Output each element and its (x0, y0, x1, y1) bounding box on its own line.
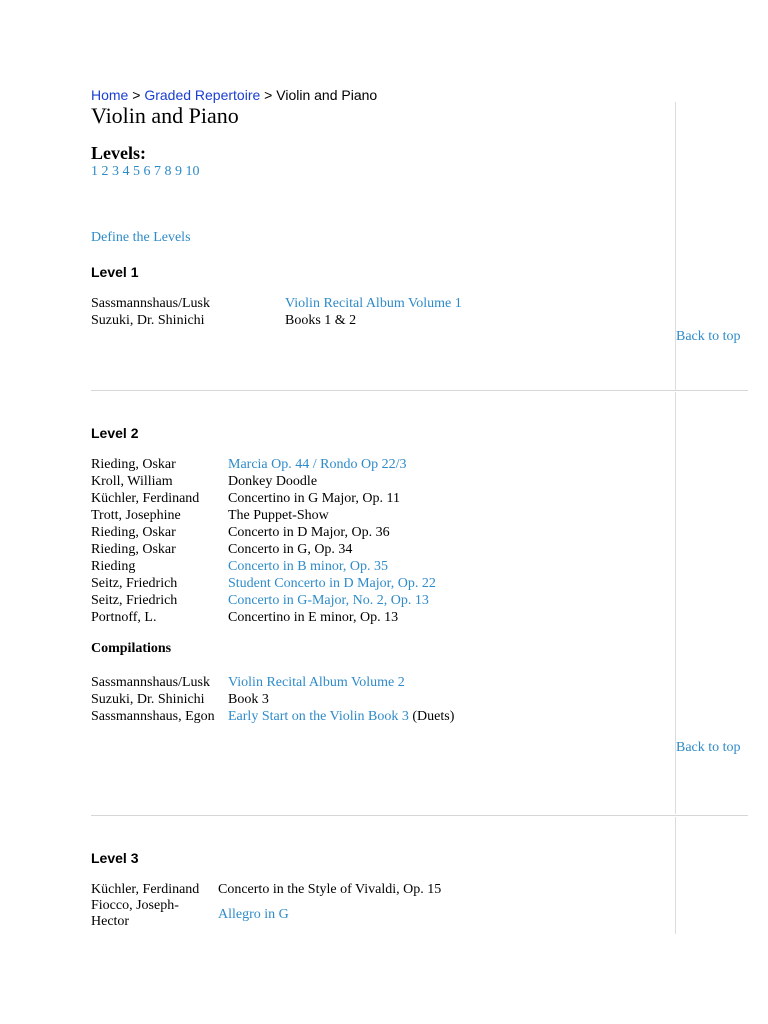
level-2-link[interactable]: 2 (101, 164, 109, 179)
work-cell (228, 473, 317, 490)
work-link[interactable]: Concerto in B minor, Op. 35 (228, 559, 389, 574)
right-column-divider (675, 817, 676, 934)
levels-heading: Levels: (91, 143, 146, 163)
composer-name: Rieding, Oskar (91, 525, 176, 540)
work-link[interactable]: Early Start on the Violin Book 3 (228, 709, 409, 724)
composer-name: Sassmannshaus, Egon (91, 709, 215, 724)
define-levels-link[interactable]: Define the Levels (91, 230, 191, 245)
work-cell (228, 674, 405, 691)
work-cell (228, 609, 398, 626)
section-divider (91, 390, 748, 391)
level-5-link[interactable]: 5 (133, 164, 140, 179)
breadcrumb-home-link[interactable]: Home (91, 87, 129, 103)
work-cell (228, 708, 454, 725)
work-link[interactable]: Violin Recital Album Volume 1 (285, 296, 462, 311)
level-10-link[interactable]: 10 (185, 164, 200, 179)
composer-name: Küchler, Ferdinand (91, 491, 200, 506)
work-link[interactable]: Marcia Op. 44 / Rondo Op 22/3 (228, 457, 407, 472)
level-7-link[interactable]: 7 (154, 164, 161, 179)
work-cell (228, 456, 406, 473)
work-link[interactable]: Allegro in G (218, 907, 289, 922)
level-3-link[interactable]: 3 (112, 164, 119, 179)
composer-name: Kroll, William (91, 474, 173, 489)
back-to-top-link[interactable]: Back to top (676, 329, 741, 344)
back-to-top-link[interactable]: Back to top (676, 740, 741, 755)
composer-name: Suzuki, Dr. Shinichi (91, 692, 205, 707)
level-number-links (91, 163, 200, 181)
right-column-divider (675, 102, 676, 390)
work-title: Concerto in D Major, Op. 36 (228, 525, 390, 540)
compilations-heading: Compilations (91, 641, 172, 656)
work-cell (285, 295, 462, 312)
composer-name: Seitz, Friedrich (91, 593, 178, 608)
work-link[interactable]: Violin Recital Album Volume 2 (228, 675, 405, 690)
level-9-link[interactable]: 9 (175, 164, 182, 179)
level-3-heading: Level 3 (91, 850, 139, 866)
work-cell (228, 490, 400, 507)
level-2-heading: Level 2 (91, 425, 139, 441)
work-cell (228, 507, 329, 524)
breadcrumb-separator: > (128, 87, 145, 103)
composer-name: Fiocco, Joseph-Hector (91, 898, 179, 929)
work-cell (285, 312, 356, 329)
work-cell (228, 592, 429, 609)
work-title: Book 3 (228, 692, 269, 707)
composer-name: Rieding (91, 559, 136, 574)
work-cell (228, 575, 436, 592)
work-title: The Puppet-Show (228, 508, 329, 523)
work-link[interactable]: Concerto in G-Major, No. 2, Op. 13 (228, 593, 429, 608)
level-1-link[interactable]: 1 (91, 164, 98, 179)
composer-name: Küchler, Ferdinand (91, 882, 200, 897)
level-1-heading: Level 1 (91, 264, 139, 280)
composer-name: Seitz, Friedrich (91, 576, 178, 591)
work-note: (Duets) (408, 709, 455, 724)
composer-name: Rieding, Oskar (91, 457, 176, 472)
composer-name: Rieding, Oskar (91, 542, 176, 557)
composer-name: Trott, Josephine (91, 508, 181, 523)
composer-name: Portnoff, L. (91, 610, 157, 625)
work-title: Donkey Doodle (228, 474, 318, 489)
page-title: Violin and Piano (91, 103, 239, 128)
work-cell (228, 691, 269, 708)
work-link[interactable]: Student Concerto in D Major, Op. 22 (228, 576, 436, 591)
breadcrumb-separator: > (260, 87, 277, 103)
work-cell (228, 524, 390, 541)
work-cell (218, 881, 441, 898)
composer-name: Sassmannshaus/Lusk (91, 296, 210, 311)
work-cell (228, 558, 388, 575)
work-cell (228, 541, 352, 558)
breadcrumb-graded-repertoire-link[interactable]: Graded Repertoire (144, 87, 261, 103)
work-title: Concertino in G Major, Op. 11 (228, 491, 400, 506)
composer-name: Sassmannshaus/Lusk (91, 675, 210, 690)
breadcrumb-current: Violin and Piano (276, 87, 378, 103)
work-title: Concerto in the Style of Vivaldi, Op. 15 (218, 882, 442, 897)
section-divider (91, 815, 748, 816)
level-8-link[interactable]: 8 (164, 164, 172, 179)
composer-name: Suzuki, Dr. Shinichi (91, 313, 205, 328)
work-title: Concerto in G, Op. 34 (228, 542, 353, 557)
work-title: Concertino in E minor, Op. 13 (228, 610, 399, 625)
level-6-link[interactable]: 6 (143, 164, 151, 179)
work-title: Books 1 & 2 (285, 313, 357, 328)
level-4-link[interactable]: 4 (122, 164, 130, 179)
